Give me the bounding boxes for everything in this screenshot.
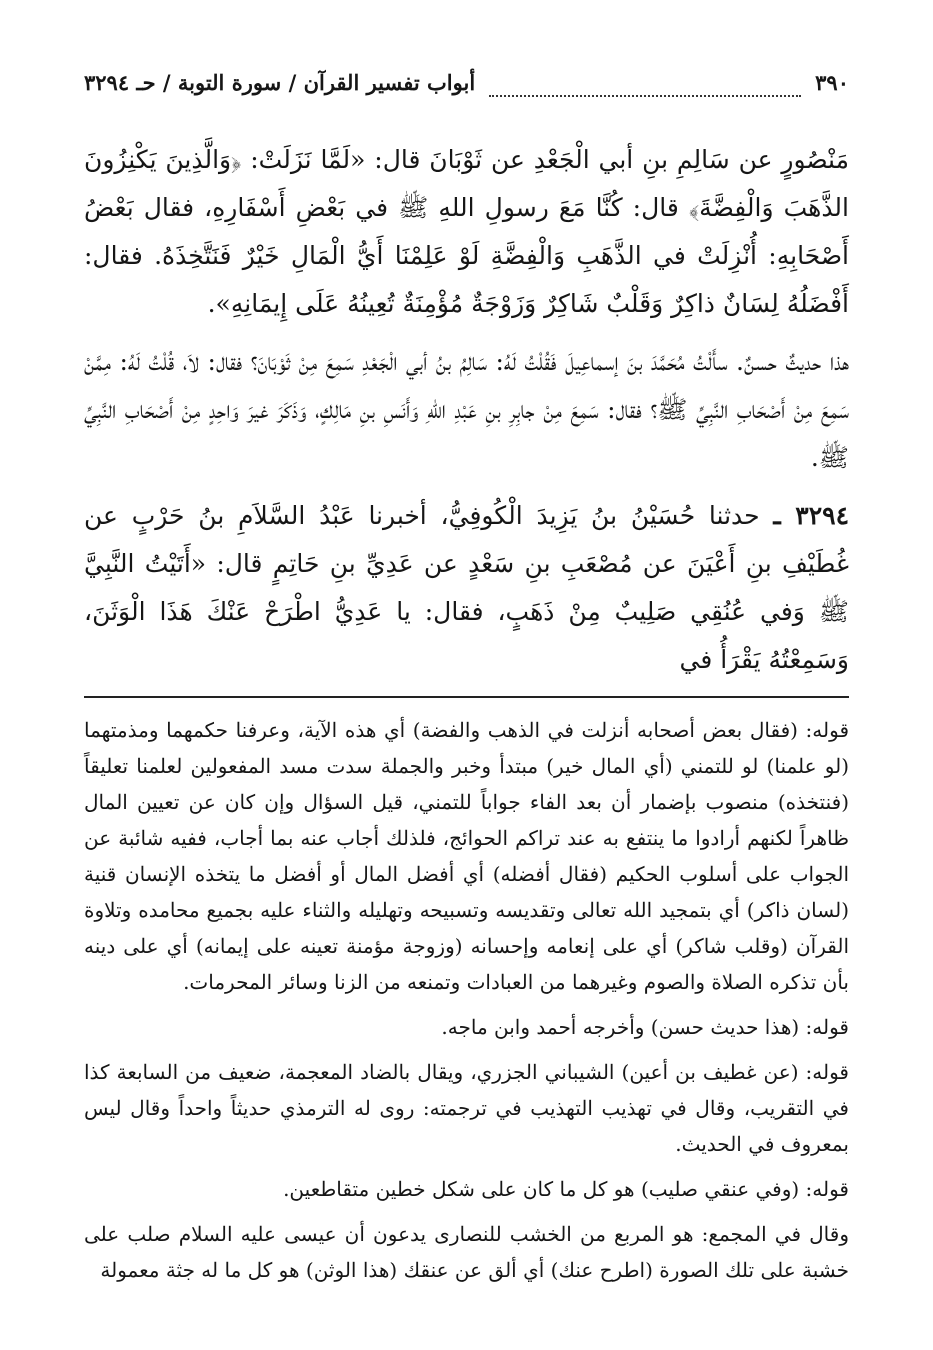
commentary-paragraph: وقال في المجمع: هو المربع من الخشب للنصارى يدعون أن عيسى عليه السلام صلب على خشبة على تلك الصورة (اطرح عنك) أي ألق عن عنقك (هذا الوثن) هو كل ما له جثة معمولة [84, 1222, 849, 1282]
page-number: ٣٩٠ [815, 70, 849, 95]
hadith-paragraph: مَنْصُورٍ عن سَالِمِ بنِ أبي الْجَعْدِ عن ثَوْبَانَ قال: «لَمَّا نَزَلَتْ: ﴿وَالَّذِينَ يَكْنِزُونَ الذَّهَبَ وَالْفِضَّةَ﴾ قال: كُنَّا مَعَ رسولِ اللهِ ﷺ في بَعْضِ أَسْفَارِهِ، فقال بَعْضُ أَصْحَابِهِ: أُنْزِلَتْ في الذَّهَبِ وَالْفِضَّةِ لَوْ عَلِمْنَا أَيُّ الْمَالِ خَيْرٌ فَنَتَّخِذَهُ. فقال: أَفْضَلُهُ لِسَانٌ ذاكِرٌ وَقَلْبٌ شَاكِرٌ وَزَوْجَةٌ مُؤْمِنَةٌ تُعِينُهُ عَلَى إِيمَانِهِ». [84, 145, 849, 318]
commentary-paragraph: قوله: (هذا حديث حسن) وأخرجه أحمد وابن ماجه. [441, 1015, 849, 1039]
hadith-text [84, 136, 849, 684]
hadith-paragraph: هذا حديثٌ حسنٌ. سأَلْتُ مُحَمَّدَ بنَ إسماعِيلَ فَقُلْتُ لَهُ: سَالِمُ بنُ أبي الْجَعْدِ سَمِعَ مِنْ ثَوْبَانَ؟ فقال: لاَ، قُلْتُ لَهُ: مِمَّنْ سَمِعَ مِنْ أَصْحَابِ النَّبِيِّ ﷺ؟ فقال: سَمِعَ مِنْ جابِرِ بنِ عَبْدِ اللهِ وَأَنَسِ بنِ مَالِكٍ، وَذَكَرَ غيرَ وَاحِدٍ مِنْ أَصْحَابِ النَّبِيِّ ﷺ. [84, 347, 849, 472]
footnote-divider [84, 696, 849, 698]
commentary-paragraph: قوله: (عن غطيف بن أعين) الشيباني الجزري، ويقال بالضاد المعجمة، ضعيف من السابعة كذا في التقريب، وقال في تهذيب التهذيب في ترجمته: روى له الترمذي حديثاً واحداً وقال ليس بمعروف في الحديث. [84, 1060, 849, 1156]
commentary-paragraph: قوله: (وفي عنقي صليب) هو كل ما كان على شكل خطين متقاطعين. [283, 1177, 849, 1201]
header-dotted-leader [489, 83, 801, 97]
running-title: أبواب تفسير القرآن / سورة التوبة / حـ ٣٢٩٤ [84, 70, 476, 95]
commentary-paragraph: قوله: (فقال بعض أصحابه أنزلت في الذهب والفضة) أي هذه الآية، وعرفنا حكمهما ومذمتهما (لو علمنا) لو للتمني (أي المال خير) مبتدأ وخبر والجملة سدت مسد المفعولين لعلمنا تعليقاً (فنتخذه) منصوب بإضمار أن بعد الفاء جواباً للتمني، قيل السؤال وإن كان عن تعيين المال ظاهراً لكنهم أرادوا ما ينتفع به عند تراكم الحوائج، فلذلك أجاب عنه بما أجاب، ففيه شائبة عن الجواب على أسلوب الحكيم (فقال أفضله) أي أفضل المال أو أفضل ما يتخذه الإنسان قنية (لسان ذاكر) أي بتمجيد الله تعالى وتقديسه وتسبيحه وتهليله والثناء عليه بجميع محامده وتلاوة القرآن (وقلب شاكر) أي على إنعامه وإحسانه (وزوجة مؤمنة تعينه على إيمانه) أي على دينه بأن تذكره الصلاة والصوم وغيرهما من العبادات وتمنعه من الزنا وسائر المحرمات. [84, 718, 850, 994]
hadith-body: حدثنا حُسَيْنُ بنُ يَزِيدَ الْكُوفِيُّ، أخبرنا عَبْدُ السَّلاَمِ بنُ حَرْبٍ عن غُطَيْفِ بنِ أَعْيَنَ عن مُصْعَبِ بنِ سَعْدٍ عن عَدِيِّ بنِ حَاتِمٍ قال: «أَتَيْتُ النَّبِيَّ ﷺ وَفي عُنُقِي صَلِيبٌ مِنْ ذَهَبٍ، فقال: يا عَدِيُّ اطْرَحْ عَنْكَ هَذَا الْوَثَنَ، وَسَمِعْتُهُ يَقْرَأُ في [84, 501, 849, 674]
running-header [84, 70, 849, 110]
book-page [84, 70, 849, 1288]
hadith-number: ٣٢٩٤ ـ [773, 501, 849, 530]
commentary-section [84, 712, 849, 1288]
hadith-paragraph [84, 492, 849, 684]
